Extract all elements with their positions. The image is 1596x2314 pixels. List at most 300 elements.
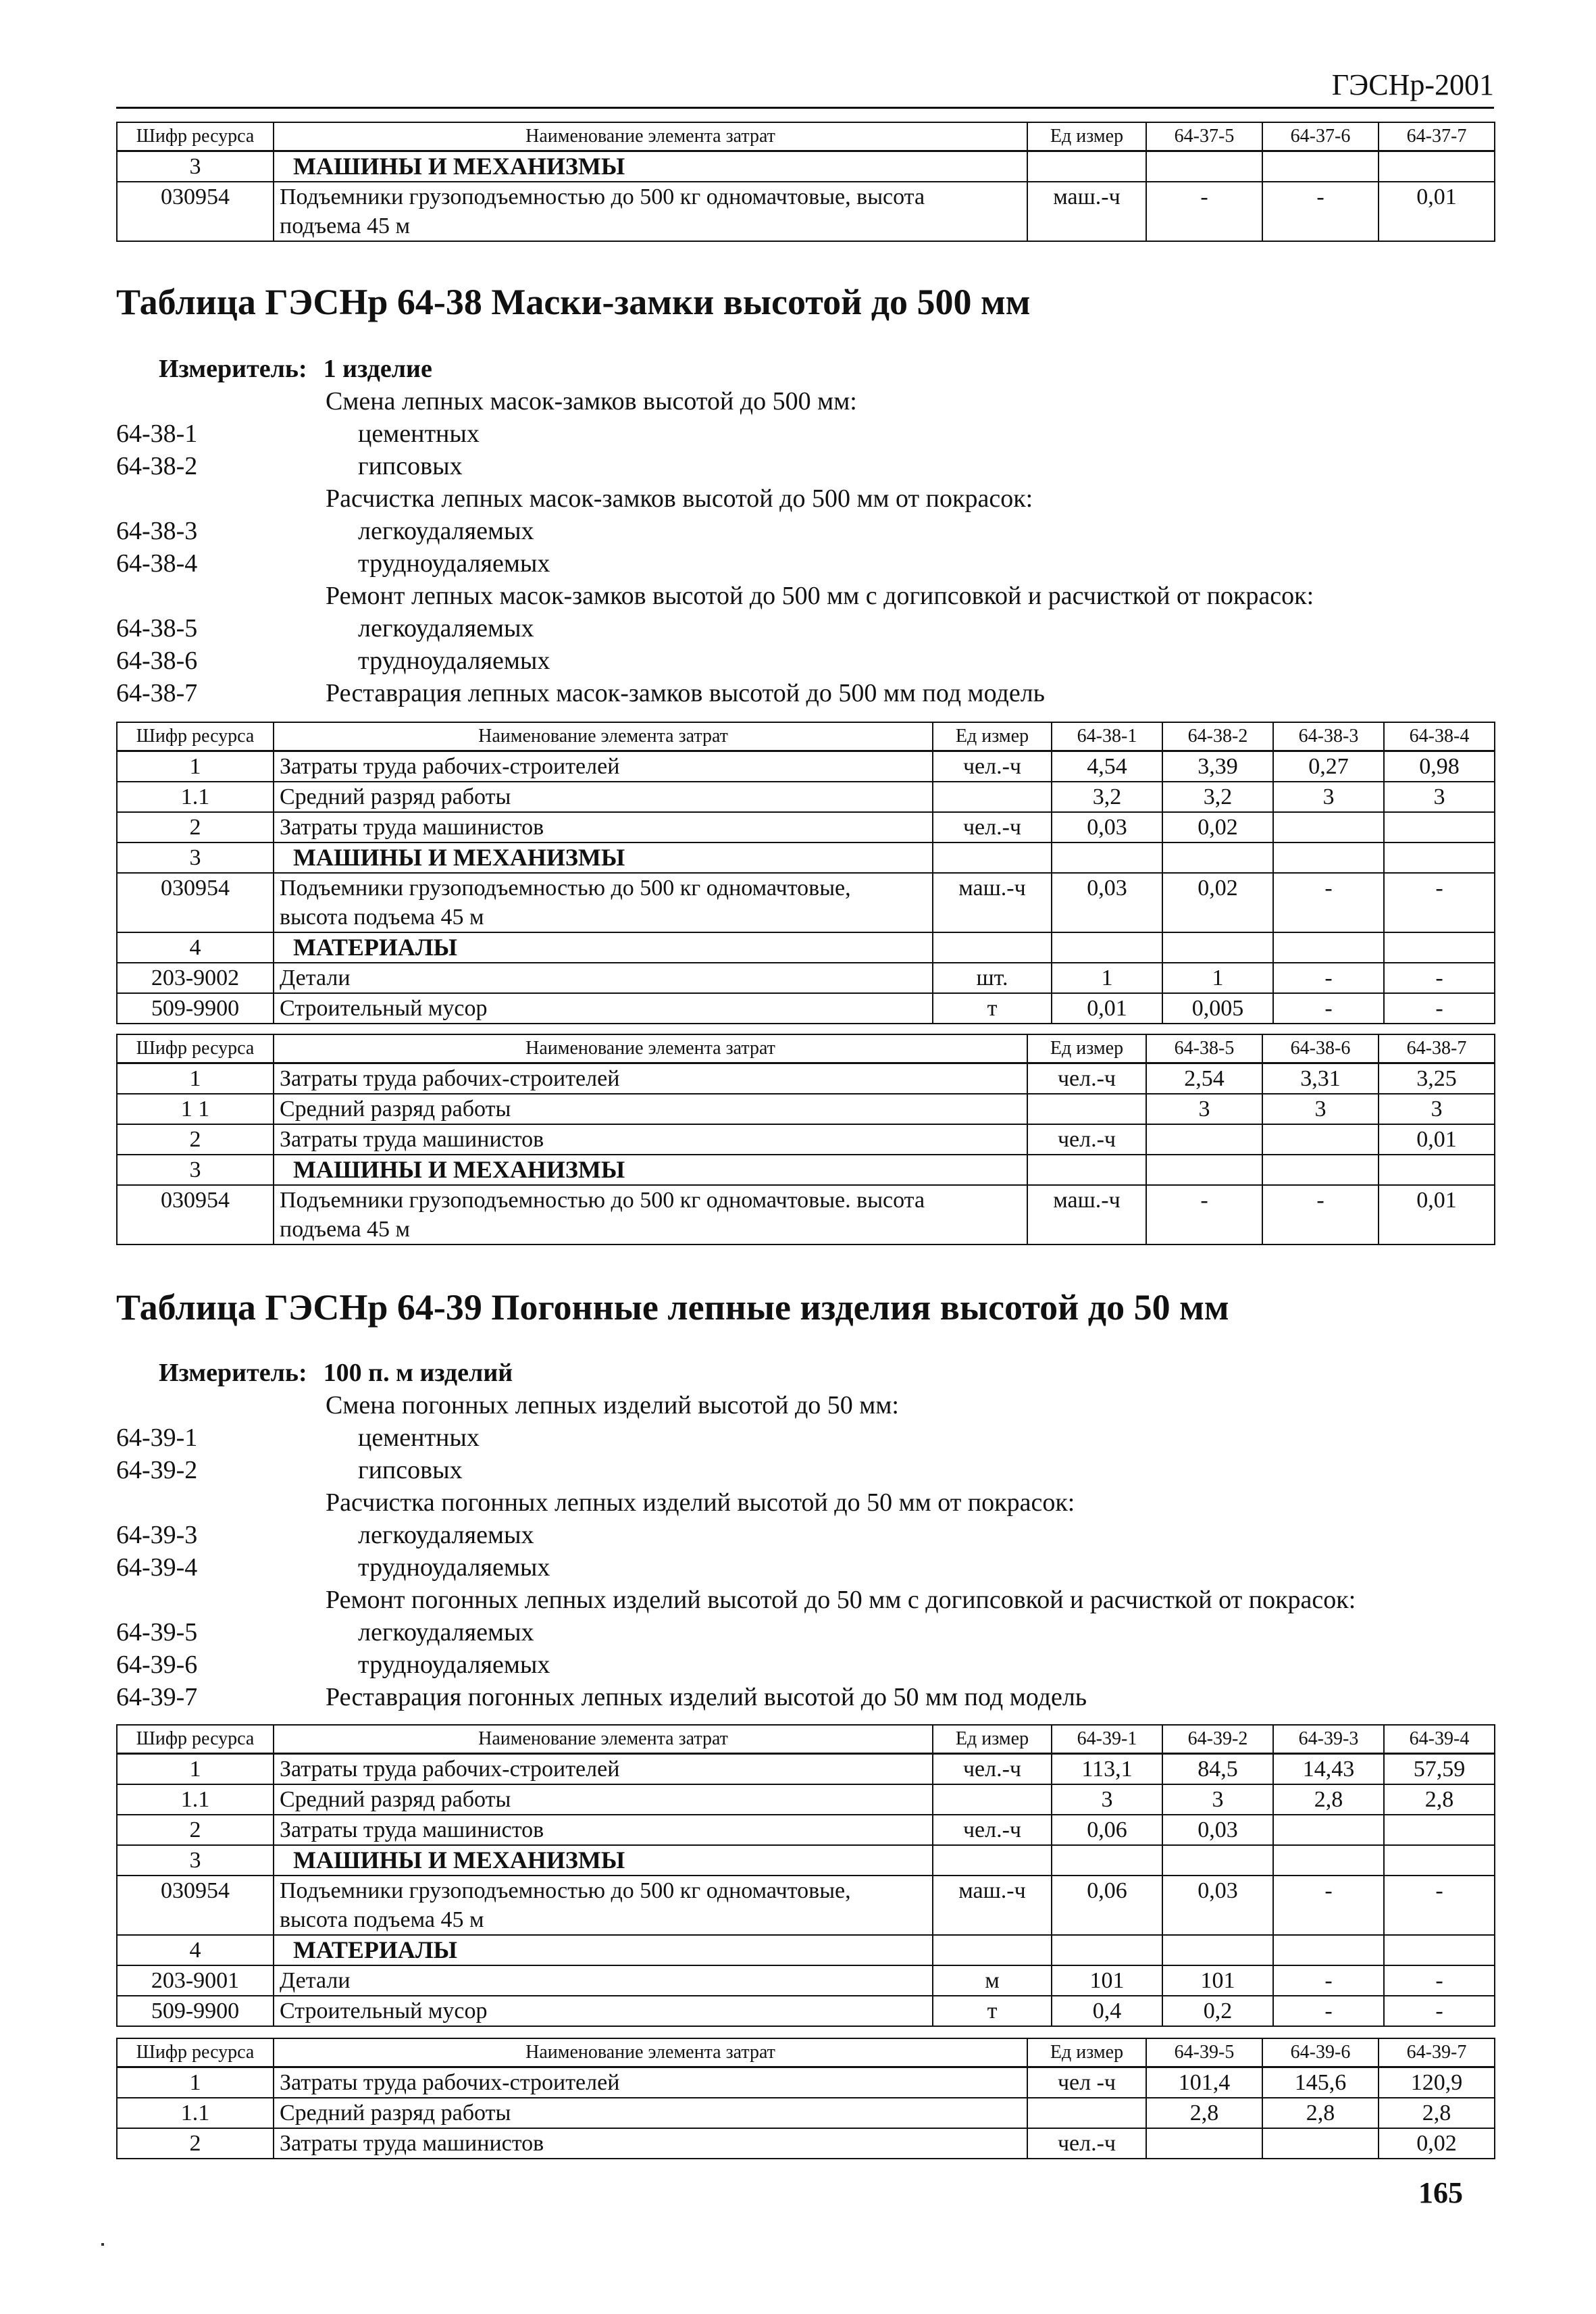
table-row (117, 993, 1495, 1024)
column-header: 64-39-3 (1273, 1725, 1384, 1754)
norm-value: 0,06 (1052, 1815, 1162, 1845)
norm-value: - (1384, 1996, 1495, 2026)
cost-element-name: Средний разряд работы (274, 1784, 933, 1815)
unit-of-measure (1027, 2098, 1146, 2128)
resource-code: 3 (117, 842, 274, 873)
norm-list-item (116, 547, 1494, 580)
norm-group-heading: Расчистка погонных лепных изделий высотой до 50 мм от покрасок: (326, 1488, 1075, 1517)
column-header: 64-38-3 (1273, 722, 1384, 751)
norm-value: 113,1 (1052, 1754, 1162, 1785)
norm-value (1262, 1124, 1379, 1155)
norm-value: - (1273, 963, 1384, 993)
column-header: Наименование элемента затрат (274, 122, 1027, 151)
resource-code: 1 (117, 1063, 274, 1095)
cost-element-name: подъема 45 м (274, 211, 1027, 241)
unit-of-measure (933, 932, 1052, 963)
column-header: Ед измер (933, 1725, 1052, 1754)
table-row (117, 1815, 1495, 1845)
meter-value: 100 п. м изделий (323, 1359, 513, 1387)
norm-list-item (116, 482, 1494, 515)
unit-of-measure: маш.-ч (1027, 1185, 1146, 1215)
resource-code: 2 (117, 1124, 274, 1155)
cost-element-name: Детали (274, 963, 933, 993)
column-header: 64-38-7 (1379, 1034, 1495, 1063)
norm-value (1052, 842, 1162, 873)
norm-value: 57,59 (1384, 1754, 1495, 1785)
cost-element-name: Строительный мусор (274, 993, 933, 1024)
table-row (117, 1063, 1495, 1095)
norm-list-item (116, 612, 1494, 645)
norm-value: 2,54 (1146, 1063, 1262, 1095)
norm-value: - (1384, 993, 1495, 1024)
norm-value (1162, 1845, 1273, 1876)
unit-of-measure: т (933, 993, 1052, 1024)
cost-element-name: высота подъема 45 м (274, 1905, 933, 1935)
norm-list-64-39 (116, 1389, 1494, 1713)
norm-value: 0,01 (1379, 1124, 1495, 1155)
table-title-64-39: Таблица ГЭСНр 64-39 Погонные лепные изделия высотой до 50 мм (116, 1287, 1229, 1328)
norm-value: 0,4 (1052, 1996, 1162, 2026)
norm-value (1384, 932, 1495, 963)
column-header: 64-37-5 (1146, 122, 1262, 151)
cost-element-name: Подъемники грузоподъемностью до 500 кг одномачтовые, (274, 873, 933, 903)
norm-description: гипсовых (358, 1456, 463, 1484)
norm-value (1052, 903, 1162, 932)
norm-value: - (1146, 182, 1262, 211)
column-header: Шифр ресурса (117, 122, 274, 151)
resource-code: 2 (117, 2128, 274, 2159)
norm-value: 3,25 (1379, 1063, 1495, 1095)
column-header: Шифр ресурса (117, 2038, 274, 2067)
norm-code: 64-39-2 (116, 1456, 198, 1484)
norm-list-item (116, 515, 1494, 547)
column-header: Шифр ресурса (117, 1725, 274, 1754)
column-header: Наименование элемента затрат (274, 2038, 1027, 2067)
table-header-row (117, 722, 1495, 751)
unit-of-measure (1027, 1155, 1146, 1185)
cost-element-name: Средний разряд работы (274, 1094, 1027, 1124)
table-row (117, 151, 1495, 182)
norm-value (1273, 932, 1384, 963)
norm-value: 101 (1052, 1965, 1162, 1996)
table-header-row (117, 2038, 1495, 2067)
norm-value: 0,005 (1162, 993, 1273, 1024)
table-row (117, 1124, 1495, 1155)
norm-value (1384, 1905, 1495, 1935)
norm-value (1162, 932, 1273, 963)
norm-list-64-38 (116, 385, 1494, 709)
table-row (117, 1876, 1495, 1905)
norm-list-item (116, 1551, 1494, 1584)
norm-value: 0,01 (1379, 182, 1495, 211)
table-row (117, 2128, 1495, 2159)
norm-value: - (1384, 873, 1495, 903)
norm-value (1384, 812, 1495, 842)
cost-element-name: Средний разряд работы (274, 782, 933, 812)
column-header: 64-39-6 (1262, 2038, 1379, 2067)
cost-element-name: Подъемники грузоподъемностью до 500 кг одномачтовые, высота (274, 182, 1027, 211)
column-header: 64-38-4 (1384, 722, 1495, 751)
column-header: Ед измер (933, 722, 1052, 751)
resource-table-64-38-1-4 (116, 722, 1495, 1024)
cost-element-name: высота подъема 45 м (274, 903, 933, 932)
resource-code (117, 211, 274, 241)
norm-value: 84,5 (1162, 1754, 1273, 1785)
norm-value: - (1384, 1965, 1495, 1996)
meter-label: Измеритель: (159, 355, 307, 383)
unit-of-measure: шт. (933, 963, 1052, 993)
norm-code: 64-39-4 (116, 1553, 198, 1582)
norm-code: 64-39-6 (116, 1651, 198, 1679)
table-row (117, 782, 1495, 812)
norm-code: 64-39-1 (116, 1424, 198, 1452)
column-header: 64-38-1 (1052, 722, 1162, 751)
norm-value: - (1146, 1185, 1262, 1215)
norm-description: легкоудаляемых (358, 614, 534, 643)
table-row (117, 963, 1495, 993)
norm-list-item (116, 450, 1494, 482)
cost-element-name: Затраты труда машинистов (274, 1815, 933, 1845)
unit-of-measure (1027, 1094, 1146, 1124)
table-row (117, 1185, 1495, 1215)
unit-of-measure: чел.-ч (1027, 1124, 1146, 1155)
norm-value: - (1262, 182, 1379, 211)
column-header: 64-39-4 (1384, 1725, 1495, 1754)
unit-of-measure: маш.-ч (933, 873, 1052, 903)
norm-value: 1 (1052, 963, 1162, 993)
norm-value: - (1273, 873, 1384, 903)
norm-value (1273, 812, 1384, 842)
resource-code (117, 1905, 274, 1935)
norm-value: 3 (1384, 782, 1495, 812)
cost-element-name: Подъемники грузоподъемностью до 500 кг одномачтовые. высота (274, 1185, 1027, 1215)
unit-of-measure (1027, 211, 1146, 241)
resource-code: 030954 (117, 182, 274, 211)
norm-value (1384, 903, 1495, 932)
unit-of-measure: чел.-ч (1027, 2128, 1146, 2159)
norm-value: 0,27 (1273, 751, 1384, 782)
table-row (117, 1996, 1495, 2026)
table-row (117, 932, 1495, 963)
unit-of-measure: т (933, 1996, 1052, 2026)
norm-value (1273, 842, 1384, 873)
table-row (117, 1094, 1495, 1124)
norm-description: легкоудаляемых (358, 1618, 534, 1646)
norm-value: 3 (1273, 782, 1384, 812)
resource-code: 4 (117, 1935, 274, 1965)
norm-list-item (116, 580, 1494, 612)
cost-element-name: Строительный мусор (274, 1996, 933, 2026)
norm-value: 120,9 (1379, 2067, 1495, 2098)
norm-value (1052, 1845, 1162, 1876)
table-row (117, 1784, 1495, 1815)
column-header: Ед измер (1027, 122, 1146, 151)
column-header: 64-39-1 (1052, 1725, 1162, 1754)
norm-value: - (1273, 1996, 1384, 2026)
norm-list-item (116, 645, 1494, 677)
resource-code: 4 (117, 932, 274, 963)
norm-value: 3 (1146, 1094, 1262, 1124)
norm-value (1379, 1155, 1495, 1185)
unit-of-measure (933, 903, 1052, 932)
unit-of-measure (1027, 151, 1146, 182)
resource-code: 1 1 (117, 1094, 274, 1124)
norm-value: - (1273, 1876, 1384, 1905)
norm-list-item (116, 1454, 1494, 1486)
resource-code: 3 (117, 1845, 274, 1876)
resource-code: 030954 (117, 1876, 274, 1905)
cost-element-name: Затраты труда рабочих-строителей (274, 751, 933, 782)
meter-value: 1 изделие (323, 355, 432, 383)
norm-list-item (116, 1649, 1494, 1681)
norm-value: 0,01 (1379, 1185, 1495, 1215)
norm-value (1384, 1935, 1495, 1965)
table-title-64-38: Таблица ГЭСНр 64-38 Маски-замки высотой до 500 мм (116, 282, 1031, 322)
resource-code: 3 (117, 1155, 274, 1185)
resource-code: 509-9900 (117, 993, 274, 1024)
resource-code: 1 (117, 751, 274, 782)
norm-value: 101,4 (1146, 2067, 1262, 2098)
unit-of-measure (933, 782, 1052, 812)
norm-value (1146, 151, 1262, 182)
norm-code: 64-38-4 (116, 549, 198, 578)
meter-label: Измеритель: (159, 1359, 307, 1387)
cost-element-name: МАШИНЫ И МЕХАНИЗМЫ (274, 1845, 933, 1876)
norm-value (1052, 1905, 1162, 1935)
unit-of-measure (933, 842, 1052, 873)
norm-value: 14,43 (1273, 1754, 1384, 1785)
table-row (117, 812, 1495, 842)
resource-table-64-39-5-7 (116, 2038, 1495, 2159)
norm-value (1273, 1845, 1384, 1876)
table-row (117, 1845, 1495, 1876)
norm-value: - (1262, 1185, 1379, 1215)
unit-of-measure: чел.-ч (933, 751, 1052, 782)
norm-list-item (116, 1389, 1494, 1422)
norm-value: - (1273, 993, 1384, 1024)
norm-list-item (116, 1584, 1494, 1616)
norm-code: 64-38-2 (116, 452, 198, 480)
norm-value: 0,02 (1162, 873, 1273, 903)
norm-value: 2,8 (1273, 1784, 1384, 1815)
unit-of-measure (1027, 1215, 1146, 1244)
table-header-row (117, 1034, 1495, 1063)
cost-element-name: Подъемники грузоподъемностью до 500 кг одномачтовые, (274, 1876, 933, 1905)
meter-64-39 (159, 1357, 513, 1389)
norm-code: 64-38-3 (116, 517, 198, 545)
norm-value (1146, 1155, 1262, 1185)
norm-list-item (116, 1616, 1494, 1649)
norm-value (1146, 2128, 1262, 2159)
norm-list-item (116, 385, 1494, 418)
unit-of-measure (933, 1784, 1052, 1815)
norm-value (1162, 842, 1273, 873)
table-header-row (117, 1725, 1495, 1754)
norm-value: 0,02 (1379, 2128, 1495, 2159)
cost-element-name: Затраты труда машинистов (274, 812, 933, 842)
norm-value (1273, 1935, 1384, 1965)
resource-code (117, 1215, 274, 1244)
norm-value (1162, 903, 1273, 932)
norm-description: цементных (358, 420, 480, 448)
table-row (117, 2067, 1495, 2098)
column-header: 64-38-6 (1262, 1034, 1379, 1063)
norm-value (1052, 932, 1162, 963)
norm-value: 0,02 (1162, 812, 1273, 842)
cost-element-name: Детали (274, 1965, 933, 1996)
table-row (117, 842, 1495, 873)
norm-list-item (116, 1681, 1494, 1713)
norm-list-item (116, 418, 1494, 450)
norm-value: 0,03 (1162, 1876, 1273, 1905)
norm-group-heading: Ремонт лепных масок-замков высотой до 500 мм с догипсовкой и расчисткой от покрасок: (326, 582, 1314, 610)
table-row (117, 2098, 1495, 2128)
cost-element-name: МАТЕРИАЛЫ (274, 1935, 933, 1965)
norm-value (1273, 1815, 1384, 1845)
cost-element-name: Затраты труда рабочих-строителей (274, 1063, 1027, 1095)
norm-description: Реставрация погонных лепных изделий высотой до 50 мм под модель (326, 1683, 1087, 1711)
table-row (117, 903, 1495, 932)
norm-list-item (116, 677, 1494, 709)
norm-value (1052, 1935, 1162, 1965)
norm-group-heading: Ремонт погонных лепных изделий высотой до 50 мм с догипсовкой и расчисткой от покрасок: (326, 1586, 1356, 1614)
norm-value (1262, 2128, 1379, 2159)
norm-value: 3,2 (1162, 782, 1273, 812)
norm-description: цементных (358, 1424, 480, 1452)
norm-value (1384, 1845, 1495, 1876)
column-header: Шифр ресурса (117, 722, 274, 751)
cost-element-name: Средний разряд работы (274, 2098, 1027, 2128)
column-header: Ед измер (1027, 1034, 1146, 1063)
resource-code: 203-9001 (117, 1965, 274, 1996)
norm-value: 3 (1262, 1094, 1379, 1124)
norm-value: 3,31 (1262, 1063, 1379, 1095)
norm-value: - (1384, 1876, 1495, 1905)
unit-of-measure: чел.-ч (933, 1754, 1052, 1785)
norm-value: 1 (1162, 963, 1273, 993)
cost-element-name: Затраты труда рабочих-строителей (274, 2067, 1027, 2098)
norm-value (1379, 151, 1495, 182)
meter-64-38 (159, 353, 432, 385)
cost-element-name: Затраты труда машинистов (274, 1124, 1027, 1155)
table-row (117, 1935, 1495, 1965)
norm-value: 4,54 (1052, 751, 1162, 782)
column-header: 64-39-5 (1146, 2038, 1262, 2067)
cost-element-name: МАШИНЫ И МЕХАНИЗМЫ (274, 842, 933, 873)
column-header: 64-39-7 (1379, 2038, 1495, 2067)
norm-value (1379, 211, 1495, 241)
unit-of-measure (933, 1905, 1052, 1935)
norm-value (1262, 1155, 1379, 1185)
norm-code: 64-39-7 (116, 1683, 198, 1711)
norm-description: легкоудаляемых (358, 1521, 534, 1549)
cost-element-name: МАШИНЫ И МЕХАНИЗМЫ (274, 151, 1027, 182)
cost-element-name: Затраты труда рабочих-строителей (274, 1754, 933, 1785)
table-row (117, 873, 1495, 903)
norm-group-heading: Смена погонных лепных изделий высотой до 50 мм: (326, 1391, 899, 1419)
norm-code: 64-39-5 (116, 1618, 198, 1646)
resource-code: 1 (117, 2067, 274, 2098)
norm-value: 2,8 (1384, 1784, 1495, 1815)
norm-value (1262, 1215, 1379, 1244)
norm-value (1379, 1215, 1495, 1244)
resource-code (117, 903, 274, 932)
norm-value (1262, 211, 1379, 241)
running-head: ГЭСНр-2001 (116, 65, 1494, 109)
norm-code: 64-38-7 (116, 679, 198, 707)
norm-code: 64-38-6 (116, 647, 198, 675)
resource-table-64-39-1-4 (116, 1724, 1495, 2027)
norm-value: 2,8 (1379, 2098, 1495, 2128)
resource-code: 030954 (117, 1185, 274, 1215)
norm-value: 2,8 (1146, 2098, 1262, 2128)
norm-list-item (116, 1486, 1494, 1519)
cost-element-name: МАШИНЫ И МЕХАНИЗМЫ (274, 1155, 1027, 1185)
norm-value: 0,03 (1052, 873, 1162, 903)
unit-of-measure (933, 1845, 1052, 1876)
norm-value (1273, 903, 1384, 932)
resource-code: 2 (117, 1815, 274, 1845)
resource-code: 509-9900 (117, 1996, 274, 2026)
norm-description: трудноудаляемых (358, 647, 550, 675)
norm-value: - (1273, 1965, 1384, 1996)
norm-value: 0,03 (1052, 812, 1162, 842)
unit-of-measure: чел -ч (1027, 2067, 1146, 2098)
column-header: 64-38-2 (1162, 722, 1273, 751)
unit-of-measure: м (933, 1965, 1052, 1996)
norm-value (1273, 1905, 1384, 1935)
norm-list-item (116, 1422, 1494, 1454)
norm-value (1262, 151, 1379, 182)
norm-value: 3 (1379, 1094, 1495, 1124)
scan-speck (101, 2243, 104, 2246)
norm-value: 101 (1162, 1965, 1273, 1996)
table-row (117, 182, 1495, 211)
norm-value: 0,98 (1384, 751, 1495, 782)
norm-code: 64-38-5 (116, 614, 198, 643)
norm-value: 2,8 (1262, 2098, 1379, 2128)
norm-code: 64-38-1 (116, 420, 198, 448)
table-row (117, 1155, 1495, 1185)
table-row (117, 1215, 1495, 1244)
norm-group-heading: Расчистка лепных масок-замков высотой до 500 мм от покрасок: (326, 484, 1033, 513)
norm-value: 145,6 (1262, 2067, 1379, 2098)
norm-value: 0,01 (1052, 993, 1162, 1024)
resource-code: 2 (117, 812, 274, 842)
column-header: 64-38-5 (1146, 1034, 1262, 1063)
norm-value: 0,03 (1162, 1815, 1273, 1845)
table-row (117, 1754, 1495, 1785)
table-row (117, 211, 1495, 241)
norm-description: легкоудаляемых (358, 517, 534, 545)
norm-value (1162, 1905, 1273, 1935)
table-row (117, 1905, 1495, 1935)
resource-code: 1.1 (117, 782, 274, 812)
norm-value (1146, 211, 1262, 241)
unit-of-measure: чел.-ч (933, 1815, 1052, 1845)
norm-value: 3,39 (1162, 751, 1273, 782)
column-header: 64-37-7 (1379, 122, 1495, 151)
norm-value (1384, 842, 1495, 873)
norm-description: гипсовых (358, 452, 463, 480)
norm-value (1146, 1215, 1262, 1244)
resource-code: 1.1 (117, 2098, 274, 2128)
norm-value (1162, 1935, 1273, 1965)
norm-value: 3 (1052, 1784, 1162, 1815)
cost-element-name: МАТЕРИАЛЫ (274, 932, 933, 963)
page-number: 165 (1418, 2176, 1463, 2209)
column-header: Наименование элемента затрат (274, 722, 933, 751)
